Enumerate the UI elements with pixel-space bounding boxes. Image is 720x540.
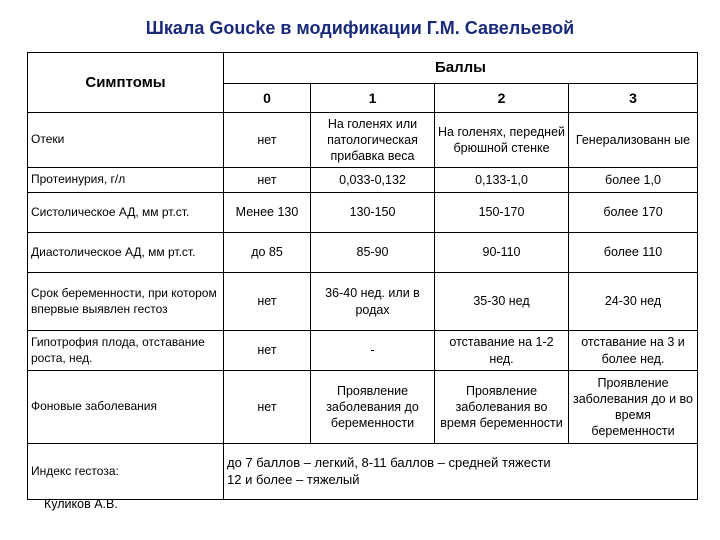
table-row [28, 168, 698, 193]
value-cell: отставание на 3 и более нед. [569, 331, 698, 371]
value-cell: Проявление заболевания во время беременности [435, 371, 569, 444]
symptom-cell: Фоновые заболевания [28, 371, 224, 444]
value-cell: нет [224, 168, 311, 193]
value-cell: - [311, 331, 435, 371]
symptom-cell: Отеки [28, 113, 224, 168]
table-row [28, 371, 698, 444]
value-cell: 150-170 [435, 193, 569, 233]
symptom-cell: Протеинурия, г/л [28, 168, 224, 193]
value-cell: 0,133-1,0 [435, 168, 569, 193]
value-cell: более 110 [569, 233, 698, 273]
table-row [28, 233, 698, 273]
value-cell: 0,033-0,132 [311, 168, 435, 193]
table-row [28, 193, 698, 233]
value-cell: Проявление заболевания до и во время беременности [569, 371, 698, 444]
value-cell: нет [224, 273, 311, 331]
table-row [28, 444, 698, 500]
symptoms-header: Симптомы [28, 53, 224, 113]
table-row [28, 273, 698, 331]
index-note [224, 444, 698, 500]
value-cell: 24-30 нед [569, 273, 698, 331]
index-label: Индекс гестоза: [28, 444, 224, 500]
score-header-0: 0 [224, 84, 311, 113]
index-note-line-2: 12 и более – тяжелый [227, 471, 360, 487]
value-cell: отставание на 1-2 нед. [435, 331, 569, 371]
symptom-cell: Систолическое АД, мм рт.ст. [28, 193, 224, 233]
value-cell: 130-150 [311, 193, 435, 233]
symptom-cell: Диастолическое АД, мм рт.ст. [28, 233, 224, 273]
value-cell: Генерализованн ые [569, 113, 698, 168]
value-cell: нет [224, 371, 311, 444]
symptom-cell: Срок беременности, при котором впервые выявлен гестоз [28, 273, 224, 331]
value-cell: 35-30 нед [435, 273, 569, 331]
page-title: Шкала Goucke в модификации Г.М. Савельевой [145, 18, 575, 38]
gestosis-scale-table [27, 52, 698, 500]
score-header-3: 3 [569, 84, 698, 113]
table-row [28, 331, 698, 371]
value-cell: 85-90 [311, 233, 435, 273]
table-row [28, 113, 698, 168]
author-credit: Куликов А.В. [44, 497, 118, 511]
value-cell: нет [224, 113, 311, 168]
symptom-cell: Гипотрофия плода, отставание роста, нед. [28, 331, 224, 371]
value-cell: 36-40 нед. или в родах [311, 273, 435, 331]
value-cell: На голенях, передней брюшной стенке [435, 113, 569, 168]
score-header-2: 2 [435, 84, 569, 113]
value-cell: Менее 130 [224, 193, 311, 233]
value-cell: до 85 [224, 233, 311, 273]
value-cell: На голенях или патологическая прибавка веса [311, 113, 435, 168]
value-cell: более 170 [569, 193, 698, 233]
value-cell: нет [224, 331, 311, 371]
value-cell: более 1,0 [569, 168, 698, 193]
value-cell: Проявление заболевания до беременности [311, 371, 435, 444]
index-note-line-1: до 7 баллов – легкий, 8-11 баллов – средней тяжести [227, 454, 551, 470]
score-header-1: 1 [311, 84, 435, 113]
points-header: Баллы [224, 53, 698, 84]
value-cell: 90-110 [435, 233, 569, 273]
